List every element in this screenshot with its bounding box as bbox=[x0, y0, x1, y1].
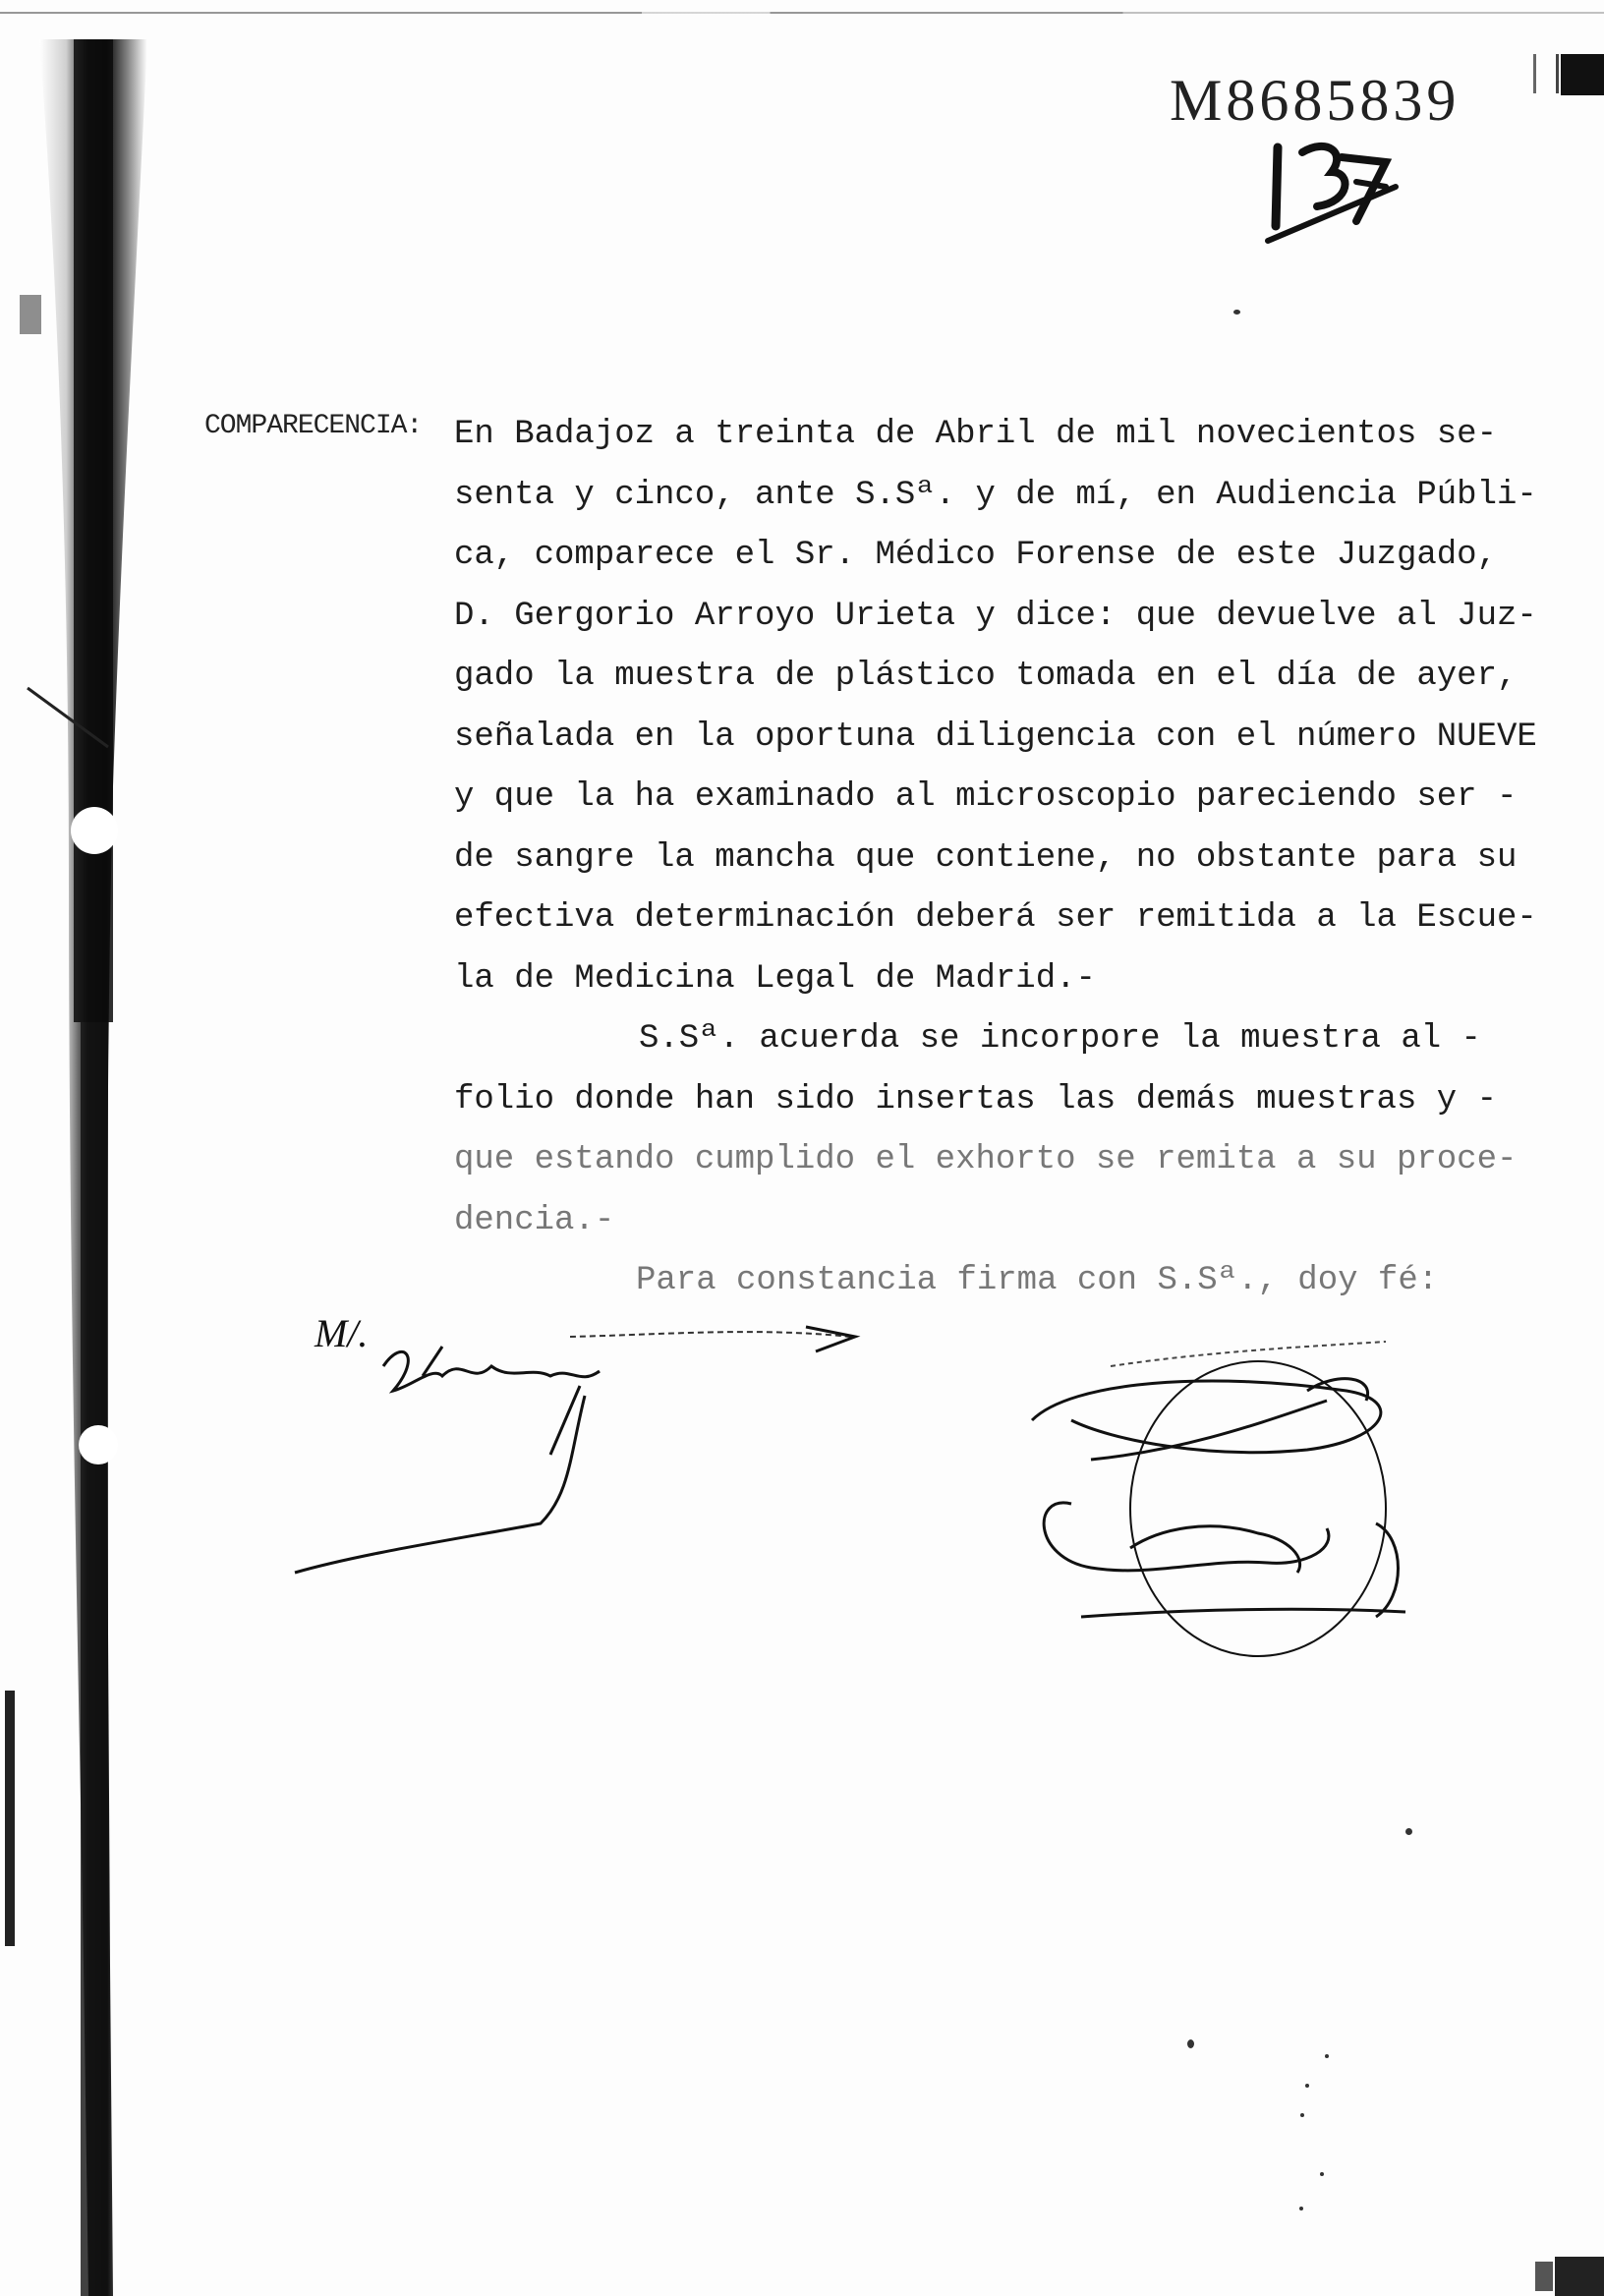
text-line: En Badajoz a treinta de Abril de mil novecientos se- bbox=[454, 416, 1497, 453]
text-line: senta y cinco, ante S.Sª. y de mí, en Audiencia Públi- bbox=[454, 476, 1537, 514]
reference-number: M8685839 bbox=[1170, 68, 1461, 133]
binding-shadow bbox=[0, 0, 147, 2296]
speck bbox=[1299, 2207, 1303, 2210]
speck bbox=[1325, 2054, 1329, 2058]
text-line: D. Gergorio Arroyo Urieta y dice: que devuelve al Juz- bbox=[454, 597, 1537, 635]
closing-line: Para constancia firma con S.Sª., doy fé: bbox=[636, 1262, 1439, 1299]
speck bbox=[1405, 1828, 1412, 1835]
speck bbox=[1305, 2084, 1309, 2088]
text-line: de sangre la mancha que contiene, no obstante para su bbox=[454, 838, 1518, 877]
text-line: dencia.- bbox=[454, 1201, 615, 1239]
speck bbox=[1300, 2113, 1304, 2117]
text-line: señalada en la oportuna diligencia con el número NUEVE bbox=[454, 718, 1537, 756]
text-line: que estando cumplido el exhorto se remita a su proce- bbox=[454, 1141, 1518, 1178]
speck bbox=[1233, 310, 1240, 315]
corner-stamp-mark bbox=[1516, 2237, 1604, 2296]
text-line: gado la muestra de plástico tomada en el día de ayer, bbox=[454, 658, 1518, 695]
corner-tab bbox=[1561, 54, 1604, 95]
section-heading: COMPARECENCIA: bbox=[204, 411, 423, 441]
text-line: la de Medicina Legal de Madrid.- bbox=[454, 959, 1096, 998]
text-line: folio donde han sido insertas las demás muestras y - bbox=[454, 1080, 1497, 1119]
text-line: efectiva determinación deberá ser remitida a la Escue- bbox=[454, 899, 1537, 937]
folio-number-handwritten bbox=[1248, 128, 1405, 246]
text-line: y que la ha examinado al microscopio pareciendo ser - bbox=[454, 778, 1518, 816]
speck bbox=[1187, 2039, 1194, 2048]
edge-marks bbox=[1533, 54, 1559, 93]
signature-right bbox=[1012, 1332, 1474, 1686]
text-line: S.Sª. acuerda se incorpore la muestra al - bbox=[639, 1020, 1481, 1058]
text-line: ca, comparece el Sr. Médico Forense de este Juzgado, bbox=[454, 537, 1497, 574]
svg-text:M/.: M/. bbox=[315, 1311, 369, 1355]
body-text bbox=[454, 405, 1535, 1312]
speck bbox=[1320, 2172, 1324, 2176]
top-rule bbox=[0, 12, 1604, 14]
signature-left bbox=[285, 1297, 894, 1592]
